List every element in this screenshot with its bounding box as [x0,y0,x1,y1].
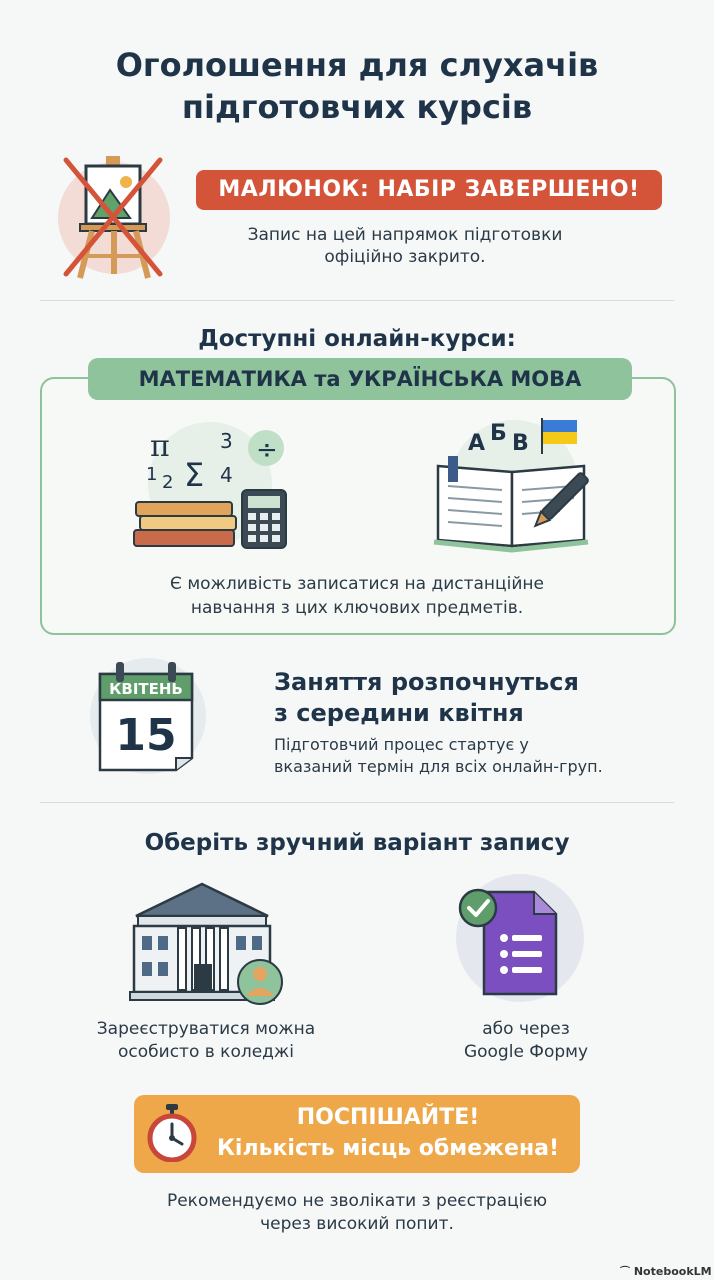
pi-symbol: π [150,429,170,464]
divide-symbol: ÷ [256,435,278,465]
letter-v: В [512,431,529,456]
hurry-subtitle: Кількість місць обмежена! [216,1136,560,1161]
calendar-day: 15 [115,710,177,761]
math-digit-2: 2 [162,472,174,493]
hurry-title: ПОСПІШАЙТЕ! [296,1105,480,1130]
math-digit-4: 4 [220,463,233,487]
online-courses-description: Є можливість записатися на дистанційне навчання з цих ключових предметів. [170,574,544,618]
math-books-calculator-icon [130,418,294,554]
letter-b: Б [490,421,507,446]
calendar-icon [88,654,212,778]
stopwatch-icon [146,1102,198,1162]
math-digit-3: 3 [220,429,233,453]
divider [40,300,674,301]
notebooklm-logo-icon: ⌒ [620,1267,630,1278]
sigma-symbol: Σ [184,456,205,494]
google-form-check-icon [452,870,588,1006]
calendar-month: КВІТЕНЬ [109,680,183,698]
register-option-google-form[interactable]: або через Google Форму [463,1019,589,1062]
registration-recommendation: Рекомендуємо не зволікати з реєстрацією через високий попит. [166,1191,548,1234]
online-courses-heading: Доступні онлайн-курси: [198,326,516,352]
open-book-pen-flag-icon [430,414,600,554]
crossed-easel-icon [52,152,176,284]
drawing-closed-description: Запис на цей напрямок підготовки офіційно закрито. [247,225,563,267]
math-digit-1: 1 [146,464,158,485]
letter-a: А [468,431,486,456]
start-title: Заняття розпочнуться з середини квітня [274,668,579,727]
register-heading: Оберіть зручний варіант запису [144,830,570,856]
divider [40,802,674,803]
page-title: Оголошення для слухачів підготовчих курсів [115,46,599,126]
notebooklm-brand: ⌒ NotebookLM [620,1265,712,1278]
start-description: Підготовчий процес стартує у вказаний термін для всіх онлайн-груп. [274,735,603,776]
subjects-pill: МАТЕМАТИКА та УКРАЇНСЬКА МОВА [88,358,632,400]
register-option-college: Зареєструватися можна особисто в коледжі [96,1019,316,1062]
drawing-closed-badge: МАЛЮНОК: НАБІР ЗАВЕРШЕНО! [196,170,662,210]
college-building-person-icon [128,878,284,1012]
